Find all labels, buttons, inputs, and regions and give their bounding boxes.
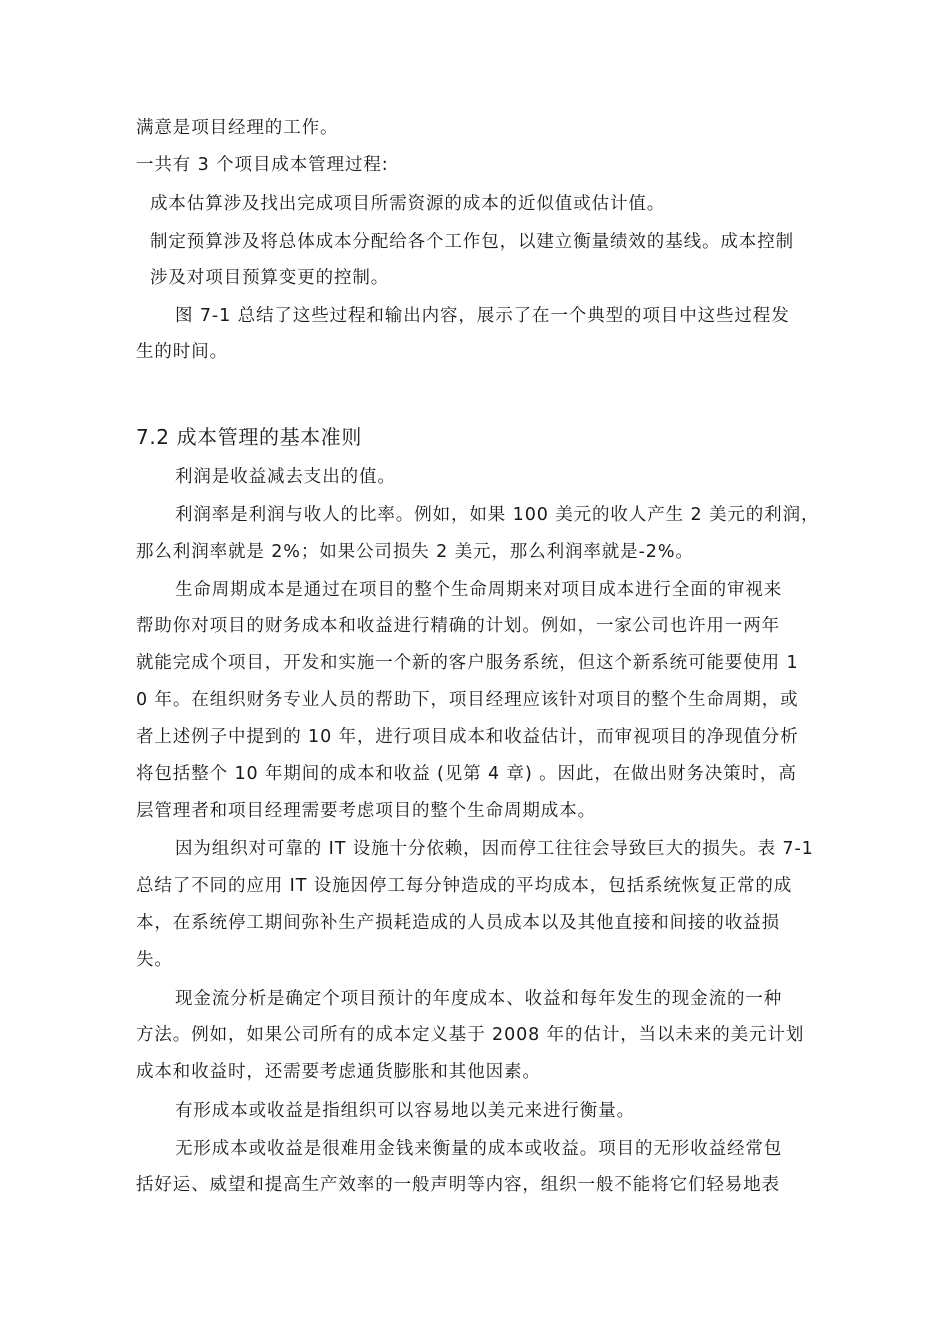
text-line: 生命周期成本是通过在项目的整个生命周期来对项目成本进行全面的审视来: [175, 580, 783, 600]
text-line: 方法。例如，如果公司所有的成本定义基于 2008 年的估计，当以未来的美元计划: [136, 1025, 805, 1045]
text-line: 层管理者和项目经理需要考虑项目的整个生命周期成本。: [136, 801, 596, 821]
text-line: 本，在系统停工期间弥补生产损耗造成的人员成本以及其他直接和间接的收益损: [136, 913, 780, 933]
text-line: 括好运、威望和提高生产效率的一般声明等内容，组织一般不能将它们轻易地表: [136, 1175, 780, 1195]
text-line: 失。: [136, 950, 173, 970]
text-line: 者上述例子中提到的 10 年，进行项目成本和收益估计，而审视项目的净现值分析: [136, 727, 799, 747]
text-line: 图 7-1 总结了这些过程和输出内容，展示了在一个典型的项目中这些过程发: [175, 306, 790, 326]
text-line: 利润率是利润与收人的比率。例如，如果 100 美元的收人产生 2 美元的利润，: [175, 505, 820, 525]
text-line: 因为组织对可靠的 IT 设施十分依赖，因而停工往往会导致巨大的损失。表 7-1: [175, 839, 814, 859]
text-line: 一共有 3 个项目成本管理过程:: [136, 155, 389, 175]
text-line: 生的时间。: [136, 342, 228, 362]
text-line: 有形成本或收益是指组织可以容易地以美元来进行衡量。: [175, 1101, 635, 1121]
text-line: 总结了不同的应用 IT 设施因停工每分钟造成的平均成本，包括系统恢复正常的成: [136, 876, 793, 896]
text-line: 无形成本或收益是很难用金钱来衡量的成本或收益。项目的无形收益经常包: [175, 1139, 783, 1159]
text-line: 涉及对项目预算变更的控制。: [150, 268, 390, 288]
text-line: 制定预算涉及将总体成本分配给各个工作包，以建立衡量绩效的基线。成本控制: [150, 232, 794, 252]
text-line: 利润是收益减去支出的值。: [175, 467, 396, 487]
text-line: 现金流分析是确定个项目预计的年度成本、收益和每年发生的现金流的一种: [175, 989, 783, 1009]
text-line: 将包括整个 10 年期间的成本和收益 (见第 4 章) 。因此，在做出财务决策时，高: [136, 764, 797, 784]
text-line: 成本估算涉及找出完成项目所需资源的成本的近似值或估计值。: [150, 194, 666, 214]
text-line: 那么利润率就是 2%；如果公司损失 2 美元，那么利润率就是-2%。: [136, 542, 694, 562]
text-line: 帮助你对项目的财务成本和收益进行精确的计划。例如，一家公司也许用一两年: [136, 616, 780, 636]
text-line: 就能完成个项目，开发和实施一个新的客户服务系统，但这个新系统可能要使用 1: [136, 653, 799, 673]
text-line: 成本和收益时，还需要考虑通货膨胀和其他因素。: [136, 1062, 541, 1082]
text-line: 0 年。在组织财务专业人员的帮助下，项目经理应该针对项目的整个生命周期，或: [136, 690, 799, 710]
text-line: 满意是项目经理的工作。: [136, 118, 339, 138]
section-heading: 7.2 成本管理的基本准则: [136, 425, 362, 449]
